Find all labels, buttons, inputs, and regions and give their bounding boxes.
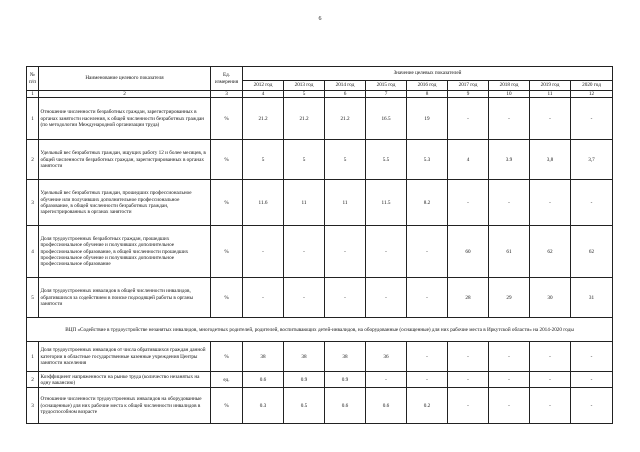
table-row <box>27 140 613 180</box>
value-cell: 0.9 <box>325 372 366 388</box>
indicator-name: Доля трудоустроенных безработных граждан, прошедших профессиональное обучение и получивших дополнительное профессиональное образование, в общей численности прошедших профессиональное обучение и получивших дополнительное профессиональное образование <box>39 226 211 278</box>
row-number: 1 <box>27 98 39 140</box>
value-cell: 62 <box>571 226 613 278</box>
year-header: 2016 год <box>407 81 448 91</box>
target-indicators-table <box>26 66 613 424</box>
value-cell: - <box>489 98 530 140</box>
value-cell: 21.2 <box>284 98 325 140</box>
value-cell: 19 <box>407 98 448 140</box>
value-cell: 8.2 <box>407 180 448 226</box>
column-number: 7 <box>366 91 407 98</box>
value-cell: 38 <box>284 342 325 372</box>
value-cell: 28 <box>448 278 489 318</box>
year-header: 2020 год <box>571 81 613 91</box>
value-cell: - <box>489 372 530 388</box>
value-cell: 60 <box>448 226 489 278</box>
value-cell: 3.9 <box>489 140 530 180</box>
row-number: 3 <box>27 180 39 226</box>
column-number: 5 <box>284 91 325 98</box>
value-cell: 61 <box>489 226 530 278</box>
value-cell: - <box>530 372 571 388</box>
value-cell: 0.2 <box>407 388 448 424</box>
value-cell: 21.2 <box>325 98 366 140</box>
value-cell: - <box>571 388 613 424</box>
value-cell: 16.5 <box>366 98 407 140</box>
column-number: 10 <box>489 91 530 98</box>
value-cell: 0.9 <box>284 372 325 388</box>
page-number: 6 <box>318 16 322 22</box>
value-cell: - <box>243 226 284 278</box>
value-cell: 31 <box>571 278 613 318</box>
value-cell: - <box>530 180 571 226</box>
value-cell: - <box>284 226 325 278</box>
unit-cell: % <box>211 140 243 180</box>
year-header: 2012 год <box>243 81 284 91</box>
table-row <box>27 278 613 318</box>
value-cell: - <box>489 342 530 372</box>
header-row-col-numbers <box>27 91 613 98</box>
value-cell: - <box>407 278 448 318</box>
value-cell: 11 <box>284 180 325 226</box>
column-number: 9 <box>448 91 489 98</box>
value-cell: - <box>448 372 489 388</box>
value-cell: - <box>571 372 613 388</box>
row-number: 2 <box>27 372 39 388</box>
row-number: 2 <box>27 140 39 180</box>
unit-cell: ед. <box>211 372 243 388</box>
indicator-name: Доля трудоустроенных инвалидов в общей численности инвалидов, обратившихся за содействием в поиске подходящей работы в органы занятости <box>39 278 211 318</box>
table-row <box>27 342 613 372</box>
table-row <box>27 180 613 226</box>
year-header: 2019 год <box>530 81 571 91</box>
row-number: 5 <box>27 278 39 318</box>
value-cell: 0.6 <box>243 372 284 388</box>
value-cell: 11.5 <box>366 180 407 226</box>
value-cell: - <box>530 342 571 372</box>
indicator-name: Удельный вес безработных граждан, ищущих работу 12 и более месяцев, в общей численности безработных граждан, зарегистрированных в органах занятости <box>39 140 211 180</box>
unit-cell: % <box>211 388 243 424</box>
table-row <box>27 226 613 278</box>
value-cell: 30 <box>530 278 571 318</box>
column-number: 3 <box>211 91 243 98</box>
value-cell: - <box>571 98 613 140</box>
column-number: 6 <box>325 91 366 98</box>
col-unit-header: Ед. измерения <box>211 67 243 91</box>
row-number: 4 <box>27 226 39 278</box>
row-number: 3 <box>27 388 39 424</box>
year-header: 2015 год <box>366 81 407 91</box>
year-header: 2013 год <box>284 81 325 91</box>
section-row <box>27 318 613 342</box>
value-cell: 0.6 <box>325 388 366 424</box>
unit-cell: % <box>211 180 243 226</box>
unit-cell: % <box>211 98 243 140</box>
column-number: 12 <box>571 91 613 98</box>
value-cell: - <box>243 278 284 318</box>
column-number: 1 <box>27 91 39 98</box>
indicator-name: Удельный вес безработных граждан, прошедших профессиональное обучение или получивших дополнительное профессиональное образование, в общей численности безработных граждан, зарегистрированных в органах занятости <box>39 180 211 226</box>
column-number: 11 <box>530 91 571 98</box>
column-number: 4 <box>243 91 284 98</box>
value-cell: 62 <box>530 226 571 278</box>
value-cell: - <box>530 98 571 140</box>
value-cell: 5 <box>325 140 366 180</box>
value-cell: - <box>407 226 448 278</box>
value-cell: 21.2 <box>243 98 284 140</box>
value-cell: 11 <box>325 180 366 226</box>
indicator-name: Коэффициент напряженности на рынке труда (количество незанятых на одну вакансию) <box>39 372 211 388</box>
value-cell: - <box>407 372 448 388</box>
col-values-header: Значение целевых показателей <box>243 67 613 81</box>
value-cell: 38 <box>325 342 366 372</box>
value-cell: - <box>366 372 407 388</box>
indicator-name: Доля трудоустроенных инвалидов от числа обратившихся граждан данной категории в областные государственные казенные учреждения Центры занятости населения <box>39 342 211 372</box>
value-cell: 5.3 <box>407 140 448 180</box>
col-num-header: № п/п <box>27 67 39 91</box>
value-cell: 3,7 <box>571 140 613 180</box>
value-cell: 5 <box>284 140 325 180</box>
value-cell: 0.3 <box>243 388 284 424</box>
value-cell: 3,8 <box>530 140 571 180</box>
value-cell: 11.6 <box>243 180 284 226</box>
value-cell: 5.5 <box>366 140 407 180</box>
value-cell: 29 <box>489 278 530 318</box>
value-cell: - <box>284 278 325 318</box>
value-cell: 0.5 <box>284 388 325 424</box>
value-cell: - <box>571 180 613 226</box>
indicator-name: Отношение численности трудоустроенных инвалидов на оборудованные (оснащенные) для них рабочие места к общей численности инвалидов в трудоспособном возрасте <box>39 388 211 424</box>
table-row <box>27 388 613 424</box>
header-row-top <box>27 67 613 81</box>
value-cell: - <box>325 278 366 318</box>
year-header: 2017 год <box>448 81 489 91</box>
value-cell: 36 <box>366 342 407 372</box>
year-header: 2014 год <box>325 81 366 91</box>
column-number: 8 <box>407 91 448 98</box>
value-cell: - <box>366 226 407 278</box>
unit-cell: % <box>211 342 243 372</box>
value-cell: 5 <box>243 140 284 180</box>
unit-cell: % <box>211 278 243 318</box>
value-cell: - <box>325 226 366 278</box>
value-cell: - <box>448 180 489 226</box>
value-cell: - <box>366 278 407 318</box>
value-cell: - <box>407 342 448 372</box>
value-cell: - <box>571 342 613 372</box>
table-row <box>27 98 613 140</box>
column-number: 2 <box>39 91 211 98</box>
indicator-name: Отношение численности безработных граждан, зарегистрированных в органах занятости населения, к общей численности безработных граждан (по методологии Международной организации труда) <box>39 98 211 140</box>
value-cell: - <box>448 98 489 140</box>
col-name-header: Наименование целевого показателя <box>39 67 211 91</box>
unit-cell: % <box>211 226 243 278</box>
value-cell: 4 <box>448 140 489 180</box>
value-cell: - <box>489 180 530 226</box>
value-cell: - <box>489 388 530 424</box>
value-cell: - <box>448 388 489 424</box>
value-cell: - <box>448 342 489 372</box>
value-cell: - <box>530 388 571 424</box>
value-cell: 38 <box>243 342 284 372</box>
section-title: ВЦП «Содействие в трудоустройстве незанятых инвалидов, многодетных родителей, родителей, воспитывающих детей-инвалидов, на оборудованные (оснащенные) для них рабочие места в Иркутской области» на 2014-2020 годы <box>27 318 613 342</box>
year-header: 2018 год <box>489 81 530 91</box>
row-number: 1 <box>27 342 39 372</box>
table-row <box>27 372 613 388</box>
value-cell: 0.6 <box>366 388 407 424</box>
